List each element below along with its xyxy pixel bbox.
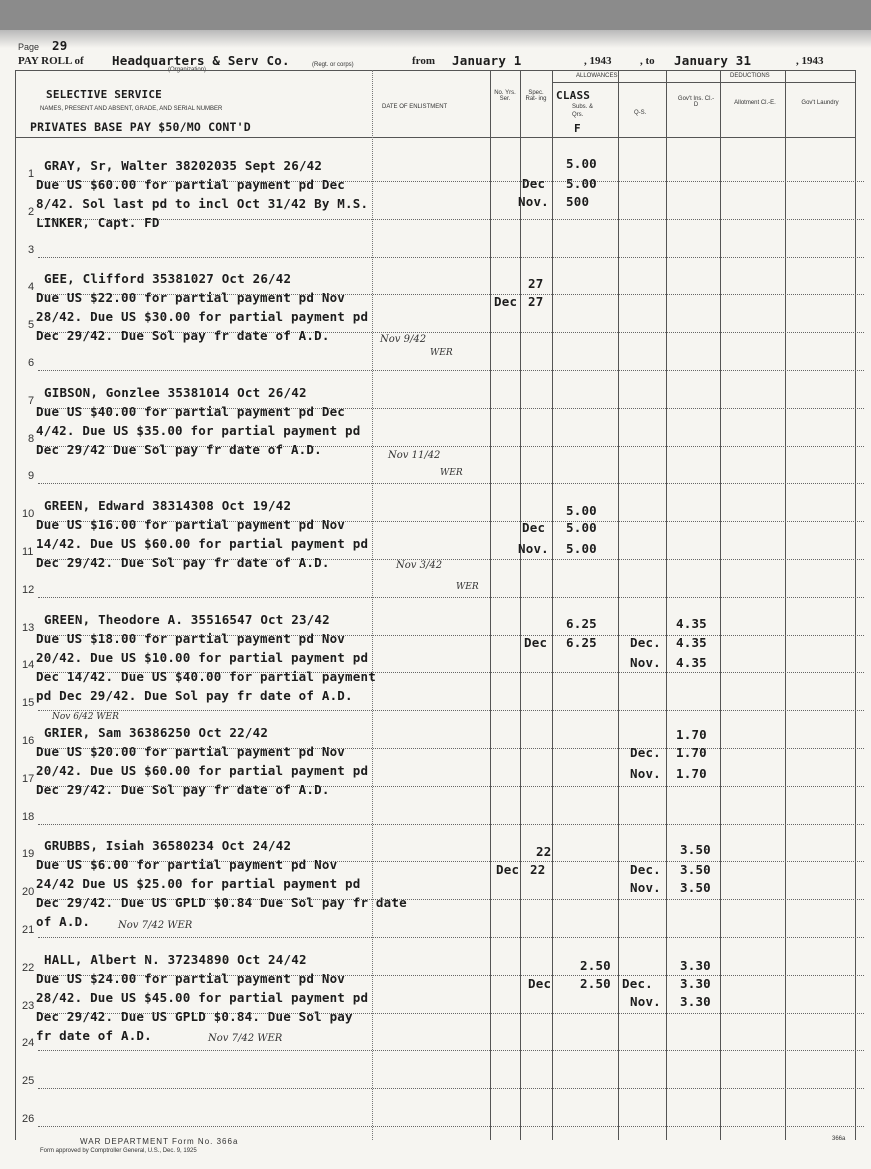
handwritten-date: Nov 6/42 WER — [52, 712, 119, 722]
insurance-value: 4.35 — [676, 635, 707, 650]
line-number: 18 — [22, 810, 35, 823]
entry-name-line: GEE, Clifford 35381027 Oct 26/42 — [44, 271, 292, 287]
col-line-allotment — [720, 70, 721, 1140]
line-number: 10 — [22, 508, 35, 521]
to-date: January 31 — [674, 53, 752, 68]
line-number: 14 — [22, 659, 35, 672]
entry-note-line: Due US $60.00 for partial payment pd Dec — [36, 177, 346, 192]
from-date: January 1 — [452, 53, 522, 68]
spec-rating-header: Spec. Rat- ing — [525, 90, 547, 102]
govt-insurance-header: Gov't Ins. Cl.-D — [677, 96, 715, 108]
years-month: Dec — [496, 862, 520, 877]
subs-header: Subs. & — [572, 104, 594, 110]
handwritten-initials: WER — [456, 582, 479, 592]
insurance-value: 1.70 — [676, 727, 707, 742]
insurance-value: 1.70 — [676, 766, 707, 781]
row-rule — [38, 824, 864, 825]
entry-note-line: pd Dec 29/42. Due Sol pay fr date of A.D. — [36, 687, 353, 703]
page-number: 29 — [52, 38, 68, 53]
line-number: 21 — [22, 924, 35, 936]
entry-note-line: Due US $16.00 for partial payment pd Nov — [36, 517, 346, 533]
spec-month: Dec — [528, 976, 552, 991]
spec-rating-value: 27 — [528, 276, 544, 291]
handwritten-initials: WER — [430, 348, 453, 358]
entry-note-line: LINKER, Capt. FD — [36, 215, 160, 230]
entry-note-line: 20/42. Due US $10.00 for partial payment pd — [36, 649, 369, 665]
class-letter: F — [574, 122, 581, 135]
line-number: 20 — [22, 886, 35, 899]
line-number: 7 — [28, 394, 35, 407]
header-rule-bottom — [15, 137, 855, 138]
spec-month: Dec — [524, 635, 548, 650]
laundry-header: Gov't Laundry — [801, 100, 839, 106]
qs-month: Nov. — [630, 880, 661, 895]
year-from: , 1943 — [584, 55, 612, 67]
entry-note-line: Due US $18.00 for partial payment pd Nov — [36, 630, 346, 646]
selective-service-heading: SELECTIVE SERVICE — [46, 88, 162, 101]
line-number: 2 — [28, 205, 35, 218]
row-rule — [38, 257, 864, 258]
row-rule — [38, 710, 864, 711]
scan-gradient-band — [0, 30, 871, 48]
subs-value: 6.25 — [566, 616, 597, 631]
allowances-rule — [552, 82, 666, 83]
entry-note-line: Due US $40.00 for partial payment pd Dec — [36, 403, 346, 419]
line-number: 1 — [28, 168, 35, 180]
spec-rating-value: 22 — [536, 844, 552, 859]
entry-note-line: 24/42 Due US $25.00 for partial payment pd — [36, 876, 361, 892]
line-number: 24 — [22, 1037, 35, 1050]
regt-caption: (Regt. or corps) — [312, 62, 354, 68]
row-rule — [38, 219, 864, 220]
line-number: 12 — [22, 583, 35, 596]
entry-note-line: Due US $6.00 for partial payment pd Nov — [36, 857, 338, 873]
subs-value: 500 — [566, 194, 590, 209]
entry-name-line: GRAY, Sr, Walter 38202035 Sept 26/42 — [44, 158, 323, 173]
col-line-laundry — [785, 70, 786, 1140]
line-number: 17 — [22, 772, 35, 785]
row-rule — [38, 1088, 864, 1089]
entry-note-line: 4/42. Due US $35.00 for partial payment pd — [36, 422, 361, 438]
spec-month: Dec — [522, 176, 546, 191]
line-number: 9 — [28, 470, 35, 483]
row-rule — [38, 1126, 864, 1127]
spec-month: Dec — [522, 520, 546, 535]
handwritten-date: Nov 9/42 — [380, 334, 427, 345]
line-number: 15 — [22, 697, 35, 710]
col-line-spec — [520, 70, 521, 1140]
entry-note-line: of A.D. — [36, 914, 91, 930]
col-line-enlistment — [372, 70, 373, 1140]
entry-note-line: Due US $24.00 for partial payment pd Nov — [36, 970, 346, 986]
qrs-header: Qrs. — [572, 112, 584, 118]
col-line-qrs — [618, 70, 619, 1140]
names-column-header: NAMES, PRESENT AND ABSENT, GRADE, AND SERIAL NUMBER — [40, 106, 223, 112]
entry-note-line: Dec 14/42. Due US $40.00 for partial payment — [36, 668, 376, 684]
entry-note-line: fr date of A.D. — [36, 1027, 152, 1043]
entry-note-line: 20/42. Due US $60.00 for partial payment pd — [36, 763, 369, 778]
insurance-value: 3.30 — [680, 976, 711, 991]
privates-base-pay-heading: PRIVATES BASE PAY $50/MO CONT'D — [30, 120, 251, 134]
year-to: , 1943 — [796, 55, 824, 67]
row-rule — [38, 597, 864, 598]
organization-caption: (Organization) — [168, 67, 207, 73]
col-line-subs — [552, 70, 553, 1140]
subs-value: 5.00 — [566, 541, 597, 556]
subs-value: 2.50 — [580, 958, 611, 973]
entry-note-line: Dec 29/42. Due US GPLD $0.84 Due Sol pay fr date — [36, 895, 407, 911]
line-number: 16 — [22, 735, 35, 747]
insurance-value: 4.35 — [676, 655, 707, 670]
row-rule — [38, 483, 864, 484]
line-number: 3 — [28, 243, 35, 256]
page-label: Page — [18, 42, 40, 52]
subs-value: 5.00 — [566, 176, 597, 191]
entry-note-line: 28/42. Due US $30.00 for partial payment pd — [36, 309, 369, 325]
qs-month: Dec. — [630, 862, 661, 877]
subs-value: 5.00 — [566, 156, 597, 171]
qs-month: Nov. — [630, 655, 661, 670]
header-rule-top — [15, 70, 855, 71]
corner-form-number: 366a — [832, 1136, 846, 1142]
subs-value: 5.00 — [566, 520, 597, 535]
entry-note-line: Due US $20.00 for partial payment pd Nov — [36, 744, 346, 759]
row-rule — [38, 1050, 864, 1051]
qs-header: Q-S. — [634, 110, 647, 116]
scan-dark-band — [0, 0, 871, 30]
allotment-header: Allotment Cl.-E. — [734, 100, 776, 106]
line-number: 25 — [22, 1075, 35, 1088]
handwritten-initials: WER — [440, 468, 463, 478]
row-rule — [38, 937, 864, 938]
insurance-value: 3.30 — [680, 994, 711, 1009]
row-rule — [38, 370, 864, 371]
line-number: 8 — [28, 432, 35, 445]
qs-month: Dec. — [630, 635, 661, 650]
entry-note-line: 14/42. Due US $60.00 for partial payment pd — [36, 536, 369, 552]
subs-value: 5.00 — [566, 503, 597, 518]
col-line-left — [15, 70, 16, 1140]
subs-value: 6.25 — [566, 635, 597, 650]
spec-month: Nov. — [518, 194, 549, 209]
form-approval: Form approved by Comptroller General, U.S., Dec. 9, 1925 — [40, 1148, 197, 1154]
entry-name-line: GRIER, Sam 36386250 Oct 22/42 — [44, 725, 269, 740]
qs-month: Nov. — [630, 994, 661, 1009]
class-header: CLASS — [556, 89, 591, 102]
col-line-govins — [666, 70, 667, 1140]
line-number: 22 — [22, 961, 35, 974]
organization-name: Headquarters & Serv Co. — [112, 53, 290, 68]
handwritten-date: Nov 3/42 — [396, 560, 443, 571]
insurance-value: 3.30 — [680, 958, 711, 973]
from-label: from — [412, 55, 436, 67]
entry-name-line: GREEN, Edward 38314308 Oct 19/42 — [44, 498, 292, 514]
qs-month: Dec. — [630, 745, 661, 760]
entry-note-line: Dec 29/42. Due Sol pay fr date of A.D. — [36, 555, 330, 571]
line-number: 19 — [22, 848, 35, 861]
years-month: Dec — [494, 294, 518, 309]
insurance-value: 1.70 — [676, 745, 707, 760]
subs-value: 2.50 — [580, 976, 611, 991]
entry-name-line: HALL, Albert N. 37234890 Oct 24/42 — [44, 951, 307, 967]
years-service-header: No. Yrs. Ser. — [494, 90, 516, 102]
entry-note-line: Dec 29/42. Due Sol pay fr date of A.D. — [36, 328, 330, 344]
qs-month: Dec. — [622, 976, 653, 991]
entry-note-line: 28/42. Due US $45.00 for partial payment pd — [36, 989, 369, 1005]
deductions-header: DEDUCTIONS — [730, 73, 770, 79]
form-number: WAR DEPARTMENT Form No. 366a — [80, 1137, 239, 1146]
line-number: 6 — [28, 357, 35, 369]
spec-month: Nov. — [518, 541, 549, 556]
line-number: 5 — [28, 319, 35, 332]
spec-rating-value: 27 — [528, 294, 544, 309]
line-number: 4 — [28, 281, 35, 294]
col-line-right — [855, 70, 856, 1140]
line-number: 23 — [22, 999, 35, 1012]
insurance-value: 3.50 — [680, 862, 711, 877]
enlistment-column-header: DATE OF ENLISTMENT — [382, 104, 448, 110]
entry-name-line: GIBSON, Gonzlee 35381014 Oct 26/42 — [44, 384, 307, 400]
line-number: 11 — [22, 546, 34, 558]
entry-note-line: 8/42. Sol last pd to incl Oct 31/42 By M.S. — [36, 196, 369, 211]
qs-month: Nov. — [630, 766, 661, 781]
insurance-value: 4.35 — [676, 616, 707, 631]
deductions-rule — [666, 82, 855, 83]
entry-name-line: GREEN, Theodore A. 35516547 Oct 23/42 — [44, 611, 330, 627]
entry-name-line: GRUBBS, Isiah 36580234 Oct 24/42 — [44, 838, 292, 854]
col-line-yrs — [490, 70, 491, 1140]
handwritten-date: Nov 7/42 WER — [118, 920, 193, 931]
insurance-value: 3.50 — [680, 842, 711, 857]
spec-rating-value: 22 — [530, 862, 546, 877]
payroll-title: PAY ROLL of — [18, 55, 84, 67]
handwritten-date: Nov 11/42 — [388, 450, 441, 461]
entry-note-line: Dec 29/42 Due Sol pay fr date of A.D. — [36, 441, 322, 457]
insurance-value: 3.50 — [680, 880, 711, 895]
handwritten-date: Nov 7/42 WER — [208, 1033, 283, 1044]
allowances-header: ALLOWANCES — [576, 73, 618, 79]
line-number: 26 — [22, 1113, 35, 1125]
entry-note-line: Due US $22.00 for partial payment pd Nov — [36, 290, 346, 306]
to-label: , to — [640, 55, 655, 67]
entry-note-line: Dec 29/42. Due Sol pay fr date of A.D. — [36, 782, 330, 797]
entry-note-line: Dec 29/42. Due US GPLD $0.84. Due Sol pay — [36, 1008, 353, 1024]
line-number: 13 — [22, 621, 35, 634]
